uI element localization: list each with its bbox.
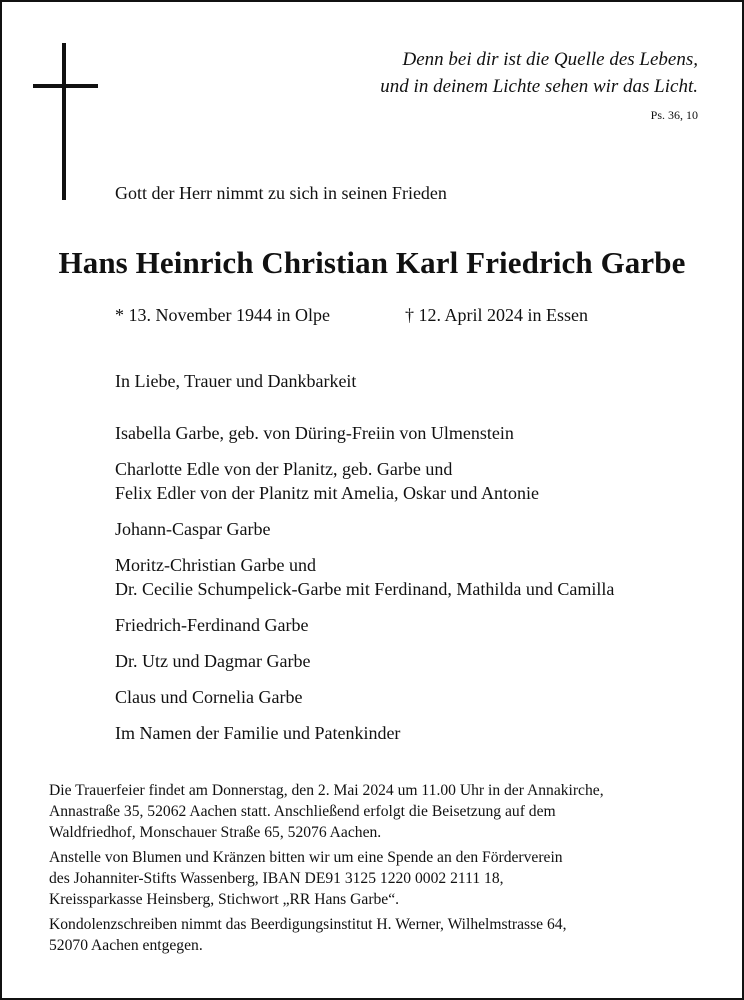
intro-text: Gott der Herr nimmt zu sich in seinen Frieden: [115, 183, 447, 203]
funeral-notices: [49, 780, 709, 960]
family-entry: [115, 721, 614, 745]
notice-line: Kreissparkasse Heinsberg, Stichwort „RR Hans Garbe“.: [49, 891, 400, 908]
family-entry: [115, 613, 614, 637]
family-entry-line: Im Namen der Familie und Patenkinder: [115, 723, 401, 743]
cross-icon: [62, 43, 66, 200]
family-entry: [115, 649, 614, 673]
notice-line: Die Trauerfeier findet am Donnerstag, den 2. Mai 2024 um 11.00 Uhr in der Annakirche,: [49, 782, 604, 799]
notice-line: Kondolenzschreiben nimmt das Beerdigungsinstitut H. Werner, Wilhelmstrasse 64,: [49, 916, 567, 933]
family-entry-line: Charlotte Edle von der Planitz, geb. Garbe und: [115, 459, 453, 479]
family-entry-line: Friedrich-Ferdinand Garbe: [115, 615, 309, 635]
notice-paragraph: [49, 847, 709, 910]
verse-line-2: und in deinem Lichte sehen wir das Licht.: [380, 76, 698, 97]
death-date: † 12. April 2024 in Essen: [405, 305, 588, 325]
family-entry-line: Dr. Cecilie Schumpelick-Garbe mit Ferdinand, Mathilda und Camilla: [115, 579, 615, 599]
notice-line: des Johanniter-Stifts Wassenberg, IBAN DE91 3125 1220 0002 2111 18,: [49, 870, 504, 887]
family-entry-line: Claus und Cornelia Garbe: [115, 687, 303, 707]
verse-line-1: Denn bei dir ist die Quelle des Lebens,: [402, 49, 698, 70]
notice-line: Waldfriedhof, Monschauer Straße 65, 52076 Aachen.: [49, 824, 382, 841]
family-list: [115, 421, 614, 757]
family-entry: [115, 421, 614, 445]
cross-icon-bar: [33, 84, 98, 88]
verse-reference: Ps. 36, 10: [650, 108, 698, 122]
family-entry: [115, 685, 614, 709]
notice-paragraph: [49, 780, 709, 843]
notice-line: 52070 Aachen entgegen.: [49, 937, 203, 954]
family-entry-line: Isabella Garbe, geb. von Düring-Freiin von Ulmenstein: [115, 423, 514, 443]
family-entry-line: Moritz-Christian Garbe und: [115, 555, 316, 575]
family-entry-line: Dr. Utz und Dagmar Garbe: [115, 651, 311, 671]
notice-line: Anstelle von Blumen und Kränzen bitten wir um eine Spende an den Förderverein: [49, 849, 563, 866]
family-entry: [115, 553, 614, 601]
family-entry-line: Felix Edler von der Planitz mit Amelia, Oskar und Antonie: [115, 483, 539, 503]
family-entry: [115, 457, 614, 505]
notice-paragraph: [49, 914, 709, 956]
birth-date: * 13. November 1944 in Olpe: [115, 305, 330, 325]
bible-verse: [380, 46, 698, 123]
deceased-name: Hans Heinrich Christian Karl Friedrich Garbe: [58, 245, 686, 280]
mourning-phrase: In Liebe, Trauer und Dankbarkeit: [115, 371, 357, 391]
family-entry: [115, 517, 614, 541]
notice-line: Annastraße 35, 52062 Aachen statt. Anschließend erfolgt die Beisetzung auf dem: [49, 803, 556, 820]
family-entry-line: Johann-Caspar Garbe: [115, 519, 271, 539]
